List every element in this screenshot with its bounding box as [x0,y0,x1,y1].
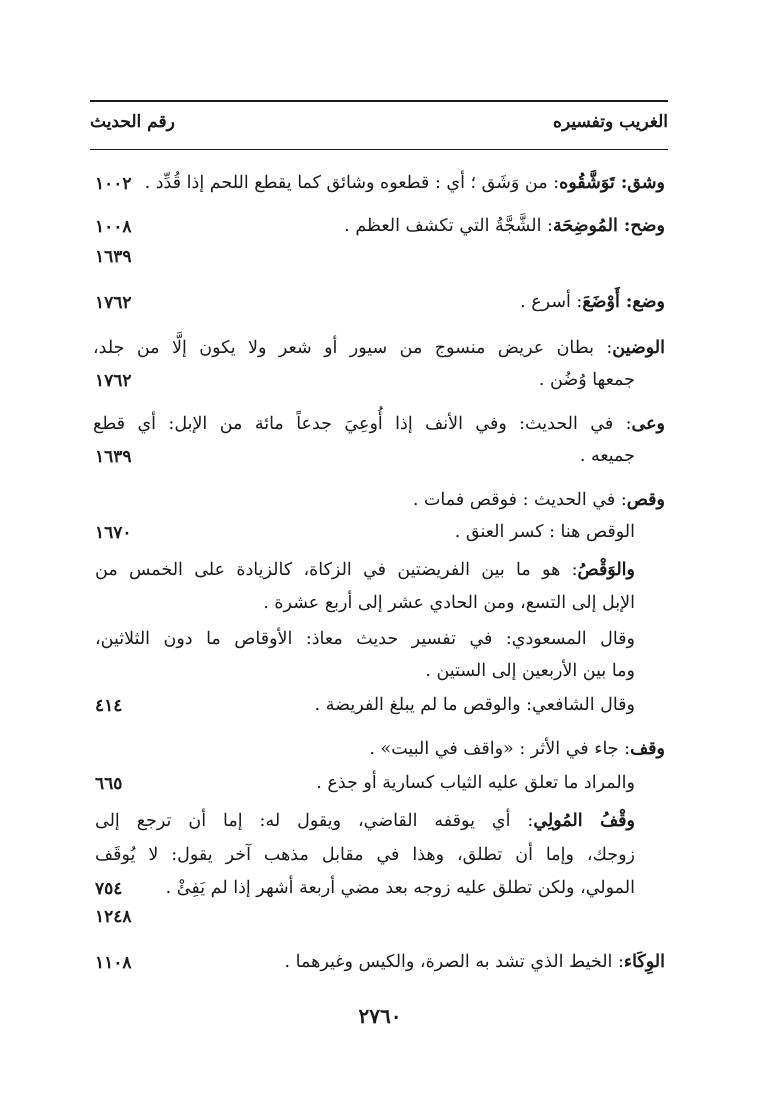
hadith-number: ١٠٠٢ [95,174,132,194]
hadith-number: ١٠٠٨ [95,217,132,237]
entry-line: وقف: جاء في الأثر : «واقف في البيت» . [369,739,665,759]
hadith-number: ١٦٧٠ [95,523,132,543]
entry-line: وقال المسعودي: في تفسير حديث معاذ: الأوقاص ما دون الثلاثين، [95,629,635,649]
hadith-number: ٦٦٥ [95,774,123,794]
entry-line: جمعها وُضُن . [538,370,635,390]
hadith-number: ١٦٣٩ [95,247,132,267]
entry-line: وضح: المُوضِحَة: الشَّجَّةُ التي تكشف العظم . [344,216,665,236]
entry-line: الوضين: بطان عريض منسوج من سيور أو شعر ولا يكون إلَّا من جلد، [93,338,665,358]
entry-line: والوَقْصُ: هو ما بين الفريضتين في الزكاة، كالزيادة على الخمس من [95,560,635,580]
entry-line: الوِكَاء: الخيط الذي تشد به الصرة، والكيس وغيرهما . [284,952,665,972]
entry-line: جميعه . [579,446,635,466]
page-number: ٢٧٦٠ [358,1004,402,1028]
running-title: الغريب وتفسيره [553,112,668,132]
hadith-number: ٤١٤ [95,696,123,716]
hadith-number: ١٧٦٢ [95,371,132,391]
header-bottom-rule [90,149,668,150]
entry-line: وما بين الأربعين إلى الستين . [425,661,635,681]
entry-line: وعى: في الحديث: وفي الأنف إذا أُوعِيَ جدعاً مائة من الإبل: أي قطع [93,414,665,434]
entry-line: والمراد ما تعلق عليه الثياب كسارية أو جذع . [316,773,635,793]
hadith-number: ٧٥٤ [95,879,123,899]
entry-line: الوقص هنا : كسر العنق . [454,522,635,542]
entry-line: وقْفُ المُولِي: أي يوقفه القاضي، ويقول له: إما أن ترجع إلى [95,811,636,831]
hadith-number-column-title: رقم الحديث [90,112,175,132]
entry-line: الإبل إلى التسع، ومن الحادي عشر إلى أربع عشرة . [263,593,635,613]
entry-line: وقص: في الحديث : فوقص فمات . [412,490,665,510]
entry-line: وضع: أَوْضَعَ: أسرع . [520,292,665,312]
hadith-number: ١٧٦٢ [95,293,132,313]
entry-line: وشق: تَوَشَّقُوه: من وَشَق ؛ أي : قطعوه وشائق كما يقطع اللحم إذا قُدِّد . [144,173,665,193]
header-top-rule [90,100,668,102]
entry-line: وقال الشافعي: والوقص ما لم يبلغ الفريضة . [314,695,635,715]
hadith-number: ١١٠٨ [95,953,132,973]
entry-line: زوجك، وإما أن تطلق، وهذا في مقابل مذهب آخر يقول: لا يُوقَف [95,845,635,865]
entry-line: المولي، ولكن تطلق عليه زوجه بعد مضي أربعة أشهر إذا لم يَفِئْ . [165,878,635,898]
hadith-number: ١٢٤٨ [95,907,132,927]
hadith-number: ١٦٣٩ [95,447,132,467]
